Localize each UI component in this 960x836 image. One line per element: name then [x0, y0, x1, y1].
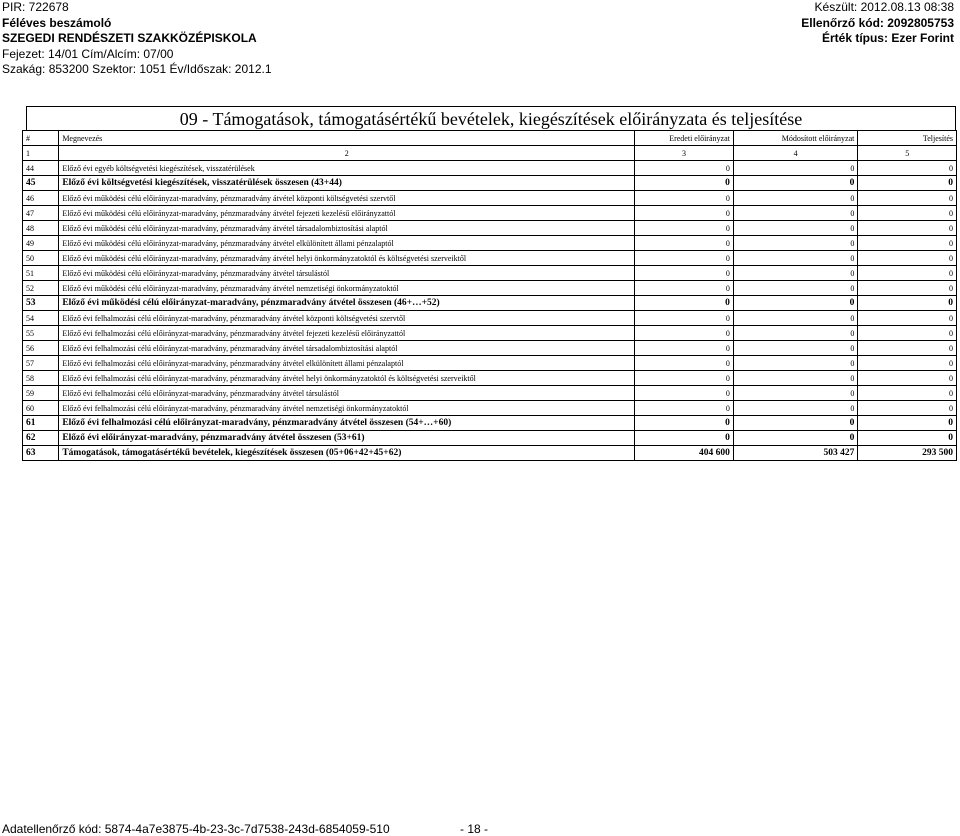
row-modified: 0 [733, 251, 858, 266]
row-name: Támogatások, támogatásértékű bevételek, kiegészítések összesen (05+06+42+45+62) [59, 446, 635, 461]
row-actual: 0 [858, 371, 957, 386]
row-original: 0 [635, 251, 734, 266]
row-original: 0 [635, 176, 734, 191]
pir-label: PIR: 722678 [2, 0, 69, 14]
row-original: 0 [635, 431, 734, 446]
row-num: 63 [23, 446, 59, 461]
row-name: Előző évi működési célú előirányzat-maradvány, pénzmaradvány átvétel helyi önkormányzatoktól és költségvetési szerveiktől [59, 251, 635, 266]
row-original: 0 [635, 206, 734, 221]
header-left [2, 0, 272, 78]
row-original: 0 [635, 401, 734, 416]
row-num: 45 [23, 176, 59, 191]
row-original: 0 [635, 341, 734, 356]
value-type: Érték típus: Ezer Forint [821, 31, 954, 45]
col-header-original: Eredeti előirányzat [635, 131, 734, 146]
row-modified: 0 [733, 311, 858, 326]
data-table [22, 130, 957, 461]
row-modified: 503 427 [733, 446, 858, 461]
row-original: 0 [635, 191, 734, 206]
row-num: 46 [23, 191, 59, 206]
table-row [23, 161, 957, 176]
row-name: Előző évi felhalmozási célú előirányzat-maradvány, pénzmaradvány átvétel társulástól [59, 386, 635, 401]
row-modified: 0 [733, 371, 858, 386]
table-row [23, 311, 957, 326]
row-actual: 0 [858, 401, 957, 416]
chapter-info: Fejezet: 14/01 Cím/Alcím: 07/00 [2, 46, 174, 61]
page-number: - 18 - [460, 822, 489, 836]
table-row [23, 266, 957, 281]
row-modified: 0 [733, 401, 858, 416]
row-num: 57 [23, 356, 59, 371]
row-actual: 0 [858, 416, 957, 431]
row-name: Előző évi előirányzat-maradvány, pénzmaradvány átvétel összesen (53+61) [59, 431, 635, 446]
row-original: 0 [635, 311, 734, 326]
row-num: 58 [23, 371, 59, 386]
row-num: 55 [23, 326, 59, 341]
col-header-modified: Módosított előirányzat [733, 131, 858, 146]
table-row [23, 401, 957, 416]
row-actual: 0 [858, 431, 957, 446]
row-original: 0 [635, 356, 734, 371]
check-code: Ellenőrző kód: 2092805753 [801, 15, 954, 30]
row-name: Előző évi működési célú előirányzat-maradvány, pénzmaradvány átvétel összesen (46+…+52) [59, 296, 635, 311]
col-header-actual: Teljesítés [858, 131, 957, 146]
row-original: 0 [635, 266, 734, 281]
row-modified: 0 [733, 431, 858, 446]
row-num: 44 [23, 161, 59, 176]
row-name: Előző évi felhalmozási célú előirányzat-maradvány, pénzmaradvány átvétel társadalombiztosítási alaptól [59, 341, 635, 356]
row-num: 48 [23, 221, 59, 236]
row-name: Előző évi felhalmozási célú előirányzat-maradvány, pénzmaradvány átvétel összesen (54+…+60) [59, 416, 635, 431]
row-actual: 0 [858, 251, 957, 266]
col-index-3: 3 [635, 146, 734, 161]
col-index-2: 2 [59, 146, 635, 161]
col-index-5: 5 [858, 146, 957, 161]
row-actual: 0 [858, 341, 957, 356]
row-name: Előző évi működési célú előirányzat-maradvány, pénzmaradvány átvétel fejezeti kezelésű előirányzattól [59, 206, 635, 221]
row-actual: 293 500 [858, 446, 957, 461]
row-num: 59 [23, 386, 59, 401]
table-row [23, 206, 957, 221]
table-row [23, 431, 957, 446]
row-num: 49 [23, 236, 59, 251]
table-row [23, 236, 957, 251]
row-actual: 0 [858, 221, 957, 236]
table-row [23, 386, 957, 401]
table-title: 09 - Támogatások, támogatásértékű bevételek, kiegészítések előirányzata és teljesítése [26, 106, 956, 130]
col-header-name: Megnevezés [59, 131, 635, 146]
row-num: 61 [23, 416, 59, 431]
row-original: 0 [635, 236, 734, 251]
org-name: SZEGEDI RENDÉSZETI SZAKKÖZÉPISKOLA [2, 31, 257, 45]
row-modified: 0 [733, 356, 858, 371]
row-original: 0 [635, 296, 734, 311]
row-num: 47 [23, 206, 59, 221]
row-modified: 0 [733, 176, 858, 191]
row-num: 60 [23, 401, 59, 416]
table-row [23, 356, 957, 371]
row-original: 0 [635, 386, 734, 401]
table-row [23, 191, 957, 206]
row-name: Előző évi felhalmozási célú előirányzat-maradvány, pénzmaradvány átvétel nemzetiségi önkormányzatoktól [59, 401, 635, 416]
col-header-num: # [23, 131, 59, 146]
row-num: 53 [23, 296, 59, 311]
row-name: Előző évi felhalmozási célú előirányzat-maradvány, pénzmaradvány átvétel központi költségvetési szervtől [59, 311, 635, 326]
row-modified: 0 [733, 236, 858, 251]
col-index-4: 4 [733, 146, 858, 161]
row-modified: 0 [733, 326, 858, 341]
row-actual: 0 [858, 161, 957, 176]
table-row [23, 341, 957, 356]
row-actual: 0 [858, 206, 957, 221]
row-original: 0 [635, 416, 734, 431]
table-row [23, 281, 957, 296]
row-modified: 0 [733, 296, 858, 311]
table-row [23, 446, 957, 461]
row-modified: 0 [733, 416, 858, 431]
table-row [23, 251, 957, 266]
table-row [23, 326, 957, 341]
table-row [23, 296, 957, 311]
row-original: 0 [635, 326, 734, 341]
header-right [801, 0, 954, 47]
row-name: Előző évi költségvetési kiegészítések, visszatérülések összesen (43+44) [59, 176, 635, 191]
row-modified: 0 [733, 191, 858, 206]
row-name: Előző évi működési célú előirányzat-maradvány, pénzmaradvány átvétel nemzetiségi önkormányzatoktól [59, 281, 635, 296]
row-name: Előző évi működési célú előirányzat-maradvány, pénzmaradvány átvétel társadalombiztosítási alaptól [59, 221, 635, 236]
row-actual: 0 [858, 356, 957, 371]
row-modified: 0 [733, 386, 858, 401]
row-name: Előző évi felhalmozási célú előirányzat-maradvány, pénzmaradvány átvétel elkülönített állami pénzalaptól [59, 356, 635, 371]
header-row [23, 131, 957, 146]
row-original: 0 [635, 221, 734, 236]
row-actual: 0 [858, 281, 957, 296]
table-row [23, 221, 957, 236]
row-num: 54 [23, 311, 59, 326]
row-original: 0 [635, 161, 734, 176]
row-name: Előző évi egyéb költségvetési kiegészítések, visszatérülések [59, 161, 635, 176]
row-num: 62 [23, 431, 59, 446]
row-name: Előző évi felhalmozási célú előirányzat-maradvány, pénzmaradvány átvétel helyi önkormányzatoktól és költségvetési szerveiktől [59, 371, 635, 386]
row-modified: 0 [733, 341, 858, 356]
created-date: Készült: 2012.08.13 08:38 [814, 0, 954, 14]
row-actual: 0 [858, 326, 957, 341]
doc-type: Féléves beszámoló [2, 15, 112, 30]
row-name: Előző évi működési célú előirányzat-maradvány, pénzmaradvány átvétel központi költségvetési szervtől [59, 191, 635, 206]
row-modified: 0 [733, 266, 858, 281]
row-actual: 0 [858, 296, 957, 311]
row-actual: 0 [858, 311, 957, 326]
footer-code: Adatellenőrző kód: 5874-4a7e3875-4b-23-3c-7d7538-243d-6854059-510 [2, 822, 390, 836]
row-original: 0 [635, 281, 734, 296]
row-num: 52 [23, 281, 59, 296]
row-original: 0 [635, 371, 734, 386]
row-actual: 0 [858, 176, 957, 191]
row-actual: 0 [858, 191, 957, 206]
row-name: Előző évi felhalmozási célú előirányzat-maradvány, pénzmaradvány átvétel fejezeti kezelésű előirányzattól [59, 326, 635, 341]
table-row [23, 416, 957, 431]
row-modified: 0 [733, 221, 858, 236]
row-original: 404 600 [635, 446, 734, 461]
row-num: 50 [23, 251, 59, 266]
row-name: Előző évi működési célú előirányzat-maradvány, pénzmaradvány átvétel elkülönített állami pénzalaptól [59, 236, 635, 251]
row-actual: 0 [858, 386, 957, 401]
col-index-1: 1 [23, 146, 59, 161]
row-modified: 0 [733, 206, 858, 221]
row-modified: 0 [733, 161, 858, 176]
row-num: 51 [23, 266, 59, 281]
row-modified: 0 [733, 281, 858, 296]
row-actual: 0 [858, 236, 957, 251]
row-num: 56 [23, 341, 59, 356]
index-row [23, 146, 957, 161]
table-row [23, 176, 957, 191]
row-name: Előző évi működési célú előirányzat-maradvány, pénzmaradvány átvétel társulástól [59, 266, 635, 281]
sector-info: Szakág: 853200 Szektor: 1051 Év/Időszak: 2012.1 [2, 62, 272, 76]
row-actual: 0 [858, 266, 957, 281]
table-row [23, 371, 957, 386]
table-body [23, 161, 957, 461]
